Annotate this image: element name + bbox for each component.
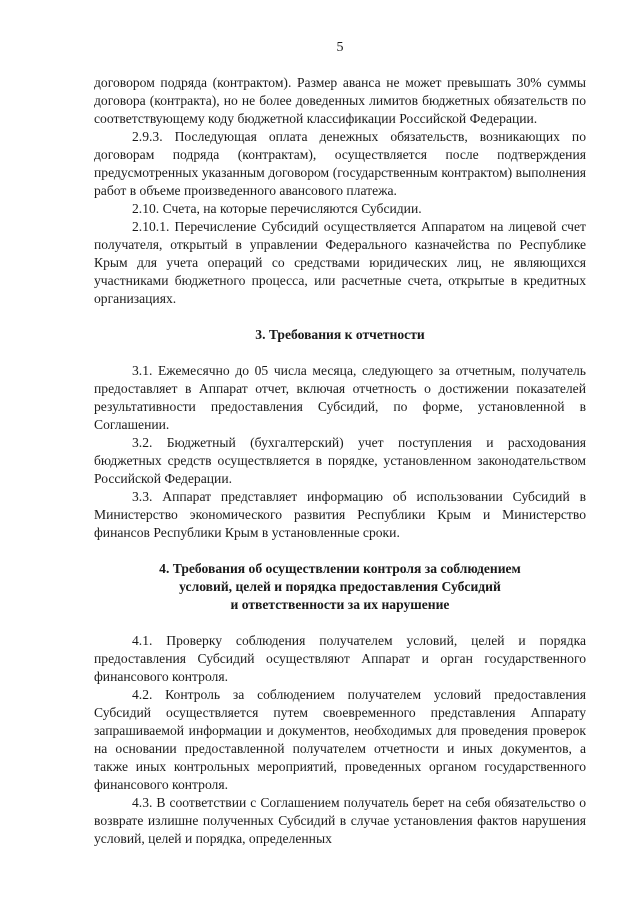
paragraph-continuation: договором подряда (контрактом). Размер аванса не может превышать 30% суммы договора (контракта), но не более доведенных лимитов бюджетных обязательств по соответствующему коду бюджетной классификации Российской Федерации. (94, 75, 586, 126)
document-body (94, 74, 586, 848)
paragraph-2-9-3: 2.9.3. Последующая оплата денежных обязательств, возникающих по договорам подряда (контрактам), осуществляется после подтверждения предусмотренных указанным договором (государственным контрактом) выполнения работ в объеме произведенного авансового платежа. (94, 129, 586, 198)
paragraph-4-1: 4.1. Проверку соблюдения получателем условий, целей и порядка предоставления Субсидий осуществляют Аппарат и орган государственного финансового контроля. (94, 633, 586, 684)
section-4-heading-line-3: и ответственности за их нарушение (230, 597, 450, 612)
page-number: 5 (336, 40, 344, 55)
paragraph-3-3: 3.3. Аппарат представляет информацию об использовании Субсидий в Министерство экономического развития Республики Крым и Министерство финансов Республики Крым в установленные сроки. (94, 489, 586, 540)
paragraph-4-3: 4.3. В соответствии с Соглашением получатель берет на себя обязательство о возврате излишне полученных Субсидий в случае установления фактов нарушения условий, целей и порядка, определенных (94, 795, 586, 846)
section-3-heading: 3. Требования к отчетности (255, 327, 425, 342)
paragraph-2-10-1: 2.10.1. Перечисление Субсидий осуществляется Аппаратом на лицевой счет получателя, открытый в управлении Федерального казначейства по Республике Крым для учета операций со средствами юридических лиц, не являющихся участниками бюджетного процесса, или расчетные счета, открытые в кредитных организациях. (94, 219, 586, 306)
section-4-heading (94, 560, 586, 614)
section-4-heading-line-1: 4. Требования об осуществлении контроля за соблюдением (159, 561, 521, 576)
paragraph-3-2: 3.2. Бюджетный (бухгалтерский) учет поступления и расходования бюджетных средств осуществляется в порядке, установленном законодательством Российской Федерации. (94, 435, 586, 486)
paragraph-2-10: 2.10. Счета, на которые перечисляются Субсидии. (132, 201, 422, 216)
paragraph-3-1: 3.1. Ежемесячно до 05 числа месяца, следующего за отчетным, получатель предоставляет в Аппарат отчет, включая отчетность о достижении показателей результативности предоставления Субсидий, по форме, установленной в Соглашении. (94, 363, 586, 432)
section-4-heading-line-2: условий, целей и порядка предоставления Субсидий (179, 579, 501, 594)
paragraph-4-2: 4.2. Контроль за соблюдением получателем условий предоставления Субсидий осуществляется путем своевременного представления Аппарату запрашиваемой информации и документов, необходимых для проведения проверок на основании предоставленной получателем отчетности и иных документов, а также иных контрольных мероприятий, проведенных органом государственного финансового контроля. (94, 687, 586, 792)
